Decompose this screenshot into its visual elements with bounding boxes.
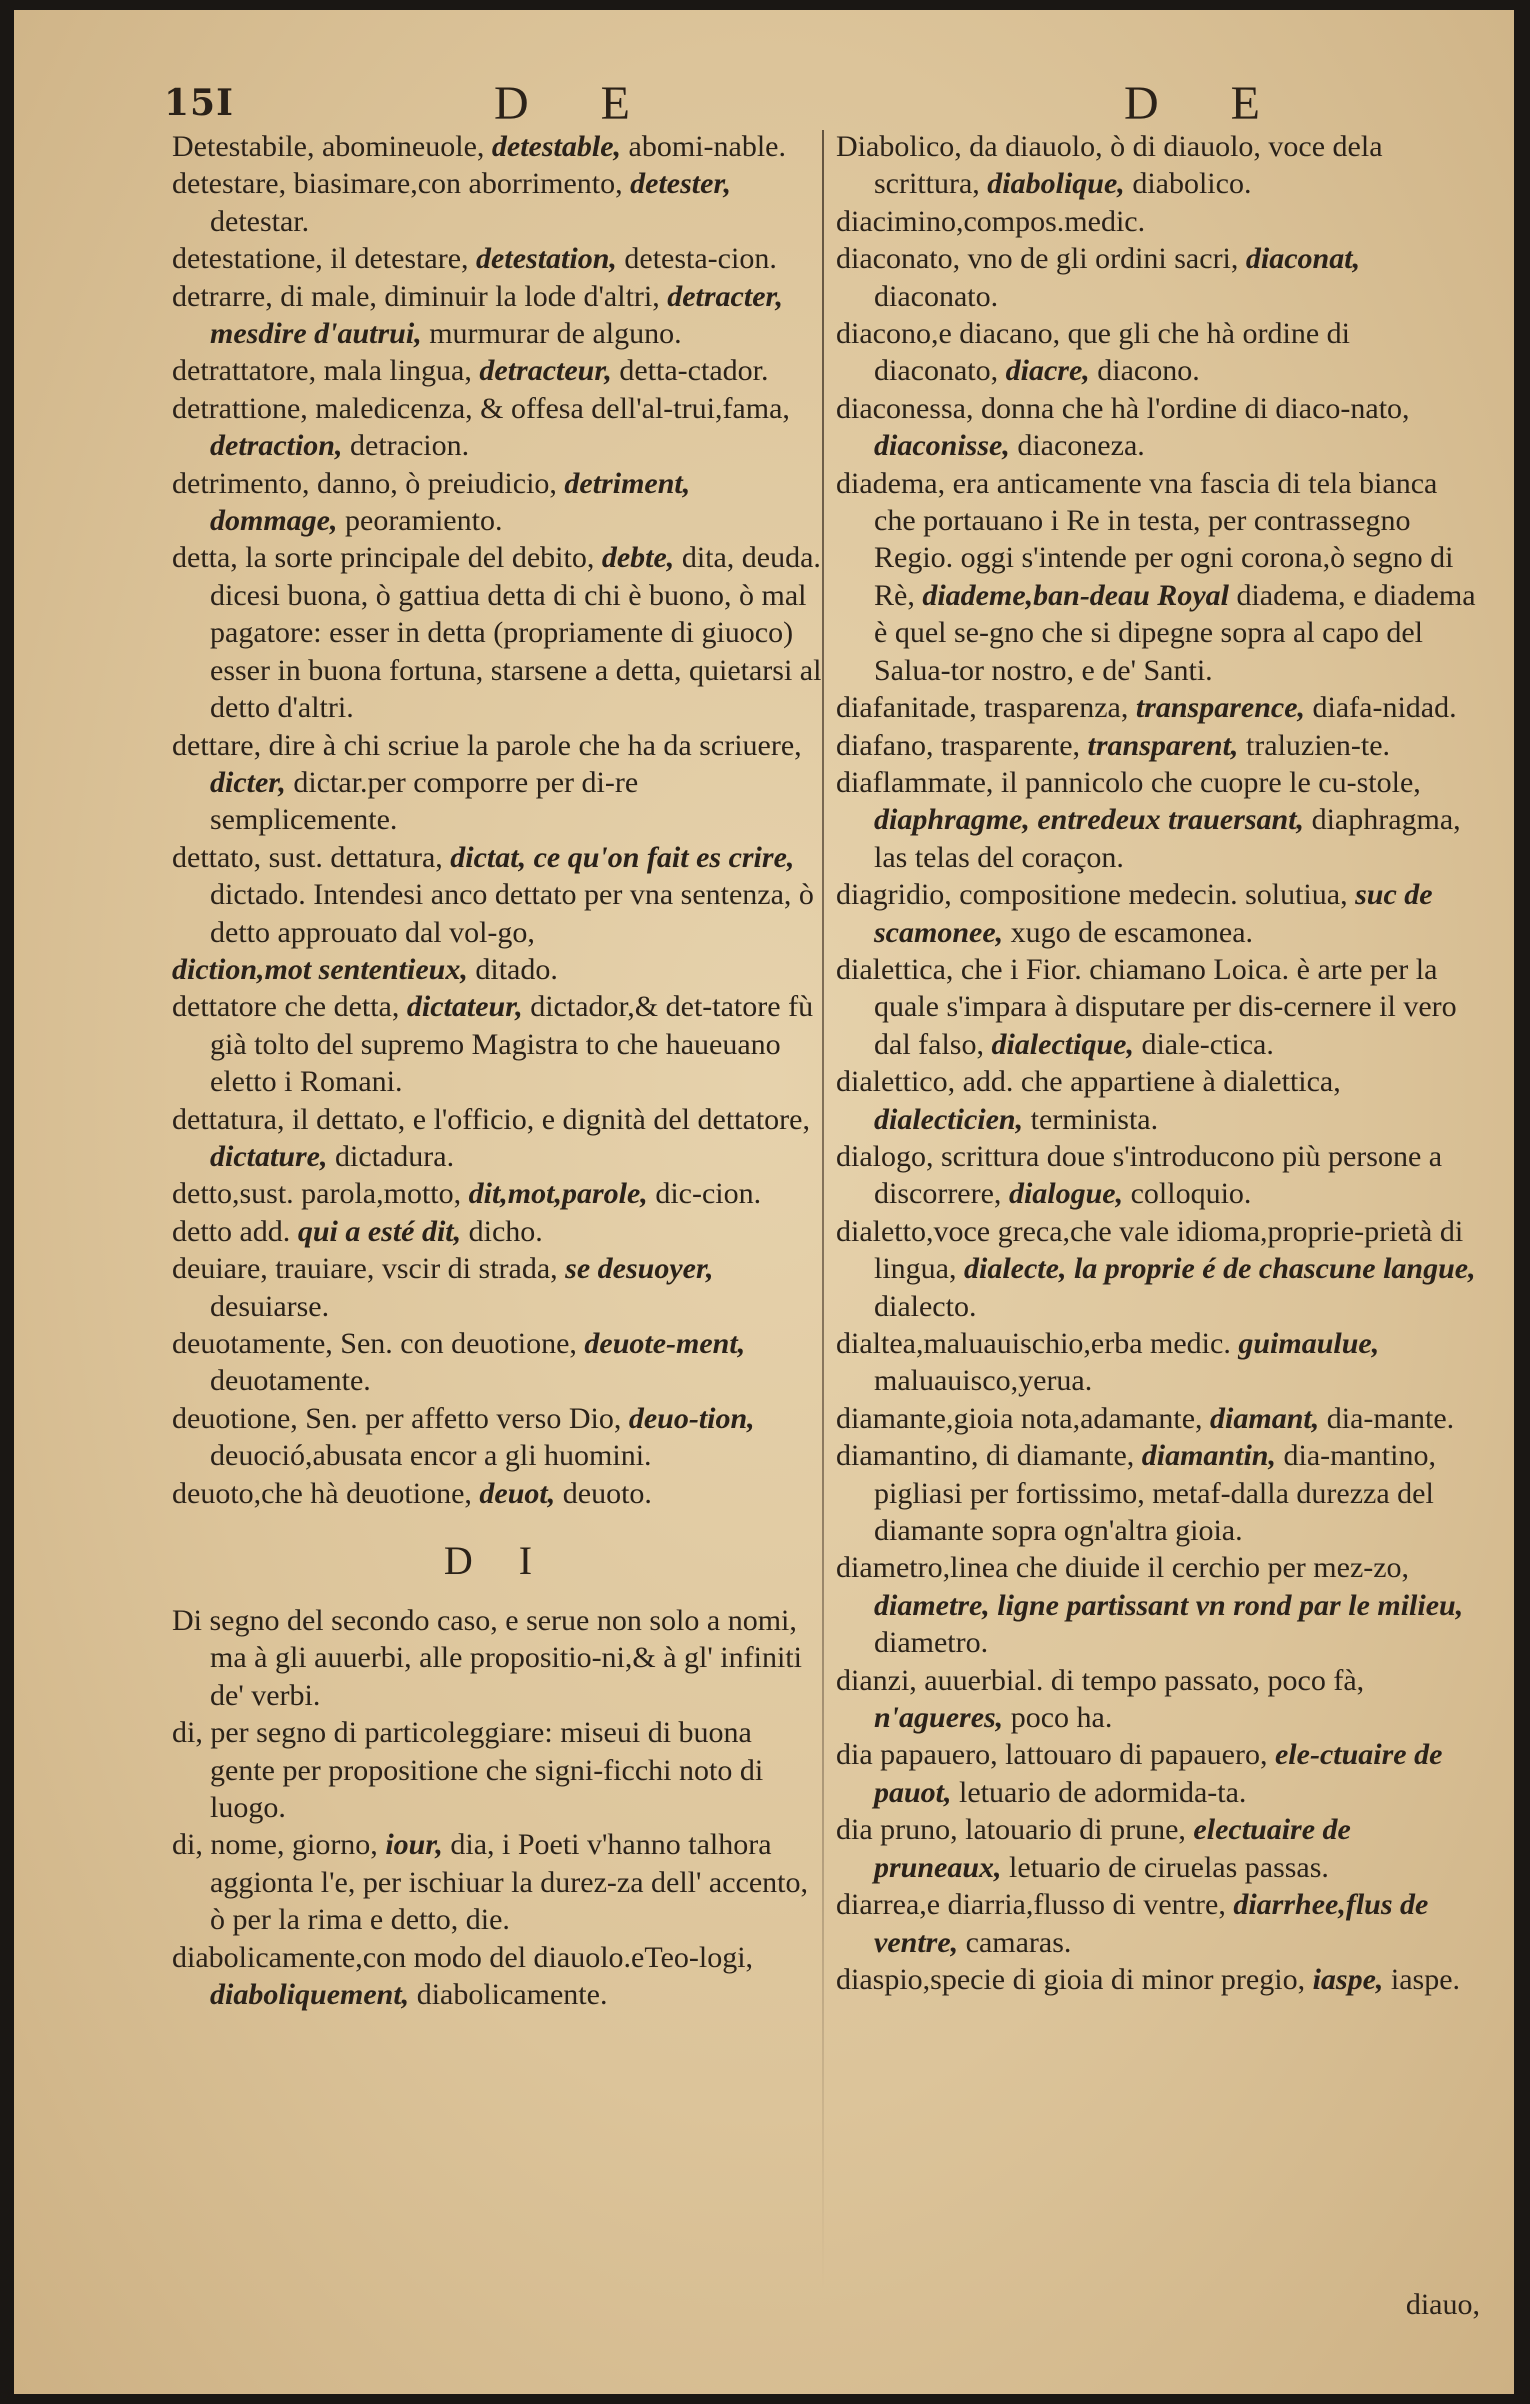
dictionary-entry xyxy=(836,315,1476,390)
entry-french: detestable, xyxy=(491,130,622,163)
dictionary-entry xyxy=(172,165,822,240)
entry-definition: dia-mantino, pigliasi per fortissimo, metaf-dalla durezza del diamante sopra ogn'altra gioia. xyxy=(874,1439,1436,1548)
entry-french: iour, xyxy=(385,1828,443,1862)
entry-french: diaboliquement, xyxy=(210,1978,410,2012)
dictionary-entry xyxy=(172,1939,822,2014)
dictionary-entry xyxy=(172,539,822,726)
entry-headword: deuotione, Sen. per affetto verso Dio, xyxy=(172,1401,622,1435)
entry-french: dicter, xyxy=(210,765,286,799)
entry-definition: dictadura. xyxy=(335,1139,455,1173)
entry-headword: dia papauero, lattouaro di papauero, xyxy=(836,1738,1268,1772)
entry-definition: xugo de escamonea. xyxy=(1010,915,1254,949)
entry-french: diademe,ban-deau Royal xyxy=(922,578,1229,612)
entry-headword: dettare, dire à chi scriue la parole che ha da scriuere, xyxy=(172,728,802,762)
entry-french: se desuoyer, xyxy=(565,1252,714,1286)
entry-definition: diaconeza. xyxy=(1017,429,1145,463)
entry-definition: diabolicamente. xyxy=(416,1978,608,2012)
entry-definition: detestar. xyxy=(210,204,310,238)
entry-definition: dictado. Intendesi anco dettato per vna sentenza, ò detto approuato dal vol-go, xyxy=(210,878,814,949)
dictionary-entry xyxy=(172,1826,822,1938)
dictionary-entry xyxy=(836,1437,1476,1549)
entry-headword: Diabolico, da diauolo, ò di diauolo, voce dela scrittura, xyxy=(836,130,1383,201)
entry-headword: diacono,e diacano, que gli che hà ordine di diaconato, xyxy=(836,317,1350,388)
entry-french: detestation, xyxy=(476,242,617,276)
entry-headword: dianzi, auuerbial. di tempo passato, poco fà, xyxy=(836,1663,1365,1697)
dictionary-entry xyxy=(836,1736,1476,1811)
dictionary-entry xyxy=(836,876,1476,951)
entry-headword: diagridio, compositione medecin. solutiua, xyxy=(836,878,1348,912)
entry-definition: maluauisco,yerua. xyxy=(874,1364,1093,1398)
entry-definition: peoramiento. xyxy=(345,504,503,538)
entry-french: diction,mot sententieux, xyxy=(172,952,468,986)
entry-definition: diafa-nidad. xyxy=(1312,691,1457,725)
entry-headword: detestare, biasimare,con aborrimento, xyxy=(172,167,623,201)
dictionary-entry xyxy=(836,1549,1476,1661)
entry-french: dictateur, xyxy=(406,990,523,1024)
entry-definition: dia-mante. xyxy=(1326,1401,1455,1435)
entry-definition: colloquio. xyxy=(1130,1177,1252,1211)
entry-french: detriment, dommage, xyxy=(210,466,691,538)
entry-definition: diacono. xyxy=(1097,354,1200,388)
entry-headword: diarrea,e diarria,flusso di ventre, xyxy=(836,1888,1226,1922)
dictionary-entry xyxy=(172,727,822,839)
entry-headword: detto,sust. parola,motto, xyxy=(172,1177,462,1211)
entry-headword: deuiare, trauiare, vscir di strada, xyxy=(172,1252,558,1286)
entry-headword: dialtea,maluauischio,erba medic. xyxy=(836,1327,1231,1360)
entry-headword: diaconessa, donna che hà l'ordine di diaco-nato, xyxy=(836,391,1410,425)
entry-french: dit,mot,parole, xyxy=(468,1177,648,1211)
dictionary-entry xyxy=(172,1101,822,1176)
dictionary-entry xyxy=(836,203,1476,240)
entry-french: transparence, xyxy=(1135,691,1306,725)
entry-definition: diale-ctica. xyxy=(1141,1027,1274,1061)
dictionary-entry xyxy=(836,951,1476,1063)
left-entries xyxy=(172,128,822,1512)
entry-definition: terminista. xyxy=(1030,1102,1159,1136)
entry-definition: murmurar de alguno. xyxy=(429,317,682,351)
entry-definition: traluzien-te. xyxy=(1245,728,1391,762)
entry-definition: ditado. xyxy=(475,952,558,986)
entry-headword: diafanitade, trasparenza, xyxy=(836,691,1129,725)
entry-headword: diaconato, vno de gli ordini sacri, xyxy=(836,242,1239,276)
entry-headword: dialettica, che i Fior. chiamano Loica. è arte per la quale s'impara à disputare per dis-cernere il vero dal falso, xyxy=(836,952,1457,1061)
dictionary-entry xyxy=(836,1662,1476,1737)
dictionary-entry xyxy=(172,951,822,988)
dictionary-entry xyxy=(836,1400,1476,1437)
dictionary-entry xyxy=(836,1811,1476,1886)
entry-definition: dic-cion. xyxy=(655,1177,762,1211)
dictionary-entry xyxy=(172,1213,822,1250)
entry-french: detracter, mesdire d'autrui, xyxy=(210,279,784,351)
entry-french: qui a esté dit, xyxy=(297,1214,462,1248)
entry-french: transparent, xyxy=(1087,728,1239,762)
entry-headword: dialogo, scrittura doue s'introducono più persone a discorrere, xyxy=(836,1139,1443,1211)
dictionary-entry xyxy=(172,1325,822,1400)
entry-headword: detta, la sorte principale del debito, xyxy=(172,541,595,575)
dictionary-entry xyxy=(836,1325,1476,1400)
entry-french: detracteur, xyxy=(479,354,612,388)
dictionary-entry xyxy=(172,988,822,1100)
entry-headword: detto add. xyxy=(172,1214,291,1248)
entry-headword: diamantino, di diamante, xyxy=(836,1439,1135,1473)
left-column xyxy=(172,128,822,2014)
entry-french: dictat, ce qu'on fait es crire, xyxy=(450,840,795,874)
dictionary-entry xyxy=(172,278,822,353)
entry-french: deuot, xyxy=(479,1476,556,1510)
dictionary-entry xyxy=(172,465,822,540)
entry-french: diamant, xyxy=(1210,1401,1320,1435)
running-head-right: D E xyxy=(1124,77,1290,130)
entry-headword: deuoto,che hà deuotione, xyxy=(172,1476,472,1510)
dictionary-entry xyxy=(836,128,1476,203)
entry-french: diaconat, xyxy=(1245,242,1361,276)
entry-definition: letuario de adormida-ta. xyxy=(959,1775,1247,1809)
entry-headword: diabolicamente,con modo del diauolo.eTeo-logi, xyxy=(172,1940,754,1974)
entry-definition: iaspe. xyxy=(1390,1962,1461,1996)
entry-headword: dialetto,voce greca,che vale idioma,proprie-prietà di lingua, xyxy=(836,1214,1464,1286)
entry-headword: dettatura, il dettato, e l'officio, e dignità del dettatore, xyxy=(172,1102,810,1136)
entry-headword: detestatione, il detestare, xyxy=(172,242,469,276)
entry-definition: diaconato. xyxy=(874,279,999,313)
entry-definition: diaphragma, las telas del coraçon. xyxy=(874,803,1461,874)
entry-headword: dettatore che detta, xyxy=(172,990,400,1024)
entry-french: dialogue, xyxy=(1008,1177,1124,1211)
entry-french: diamantin, xyxy=(1141,1439,1276,1473)
entry-headword: di, nome, giorno, xyxy=(172,1828,378,1862)
entry-french: ele-ctuaire de pauot, xyxy=(874,1738,1443,1809)
dictionary-entry xyxy=(836,764,1476,876)
dictionary-entry xyxy=(836,1063,1476,1138)
entry-french: detester, xyxy=(630,167,731,201)
entry-definition: diametro. xyxy=(874,1626,989,1660)
entry-definition: desuiarse. xyxy=(210,1289,330,1323)
dictionary-entry xyxy=(836,727,1476,764)
entry-definition: poco ha. xyxy=(1010,1701,1113,1735)
entry-french: dictature, xyxy=(210,1139,328,1173)
entry-headword: dialettico, add. che appartiene à dialettica, xyxy=(836,1065,1341,1099)
entry-headword: diametro,linea che diuide il cerchio per mez-zo, xyxy=(836,1551,1410,1585)
dictionary-entry xyxy=(172,390,822,465)
dictionary-entry xyxy=(172,1175,822,1212)
entry-headword: dia pruno, latouario di prune, xyxy=(836,1813,1186,1847)
entry-headword: diamante,gioia nota,adamante, xyxy=(836,1401,1203,1435)
entry-french: dialecte, la proprie é de chascune langue, xyxy=(964,1252,1476,1286)
page-number: 15I xyxy=(164,82,234,124)
entry-french: detraction, xyxy=(210,429,343,463)
entry-definition: abomi-nable. xyxy=(628,130,786,163)
entry-french: debte, xyxy=(601,541,675,575)
entry-french: dialectique, xyxy=(991,1027,1134,1061)
dictionary-entry xyxy=(172,240,822,277)
entry-headword: detrimento, danno, ò preiudicio, xyxy=(172,466,557,500)
dictionary-entry xyxy=(172,1475,822,1512)
dictionary-entry xyxy=(836,689,1476,726)
dictionary-entry xyxy=(836,465,1476,689)
entry-headword: Detestabile, abomineuole, xyxy=(172,130,485,163)
entry-french: dialecticien, xyxy=(874,1102,1024,1136)
entry-french: diarrhee,flus de ventre, xyxy=(874,1888,1429,1959)
entry-french: diaphragme, entredeux trauersant, xyxy=(874,803,1305,837)
entry-headword: diaspio,specie di gioia di minor pregio, xyxy=(836,1962,1306,1996)
entry-definition: dictador,& det-tatore fù già tolto del supremo Magistra to che haueuano eletto i Romani. xyxy=(210,990,814,1099)
dictionary-entry xyxy=(172,352,822,389)
entry-french: diaconisse, xyxy=(874,429,1010,463)
entry-headword: diafano, trasparente, xyxy=(836,728,1081,762)
entry-headword: deuotamente, Sen. con deuotione, xyxy=(172,1327,577,1360)
dictionary-entry xyxy=(172,1714,822,1826)
entry-definition: deuoció,abusata encor a gli huomini. xyxy=(210,1439,652,1473)
entry-definition: letuario de ciruelas passas. xyxy=(1009,1850,1329,1884)
entry-headword: di, per segno di particoleggiare: miseui di buona gente per propositione che signi-ficchi noto di luogo. xyxy=(172,1716,764,1825)
entry-headword: dettato, sust. dettatura, xyxy=(172,840,443,874)
entry-french: deuo-tion, xyxy=(628,1401,755,1435)
dictionary-entry xyxy=(836,1138,1476,1213)
entry-definition: detesta-cion. xyxy=(624,242,777,276)
entry-headword: detrarre, di male, diminuir la lode d'altri, xyxy=(172,279,660,313)
entry-french: guimaulue, xyxy=(1238,1327,1380,1360)
right-entries xyxy=(836,128,1476,1998)
di-entries xyxy=(172,1602,822,2013)
entry-french: electuaire de pruneaux, xyxy=(874,1813,1351,1884)
entry-definition: dicho. xyxy=(468,1214,543,1248)
dictionary-entry xyxy=(172,839,822,951)
entry-headword: diacimino,compos.medic. xyxy=(836,204,1146,238)
catchword: diauo, xyxy=(1405,2288,1480,2321)
entry-headword: detrattatore, mala lingua, xyxy=(172,354,472,388)
entry-french: diacre, xyxy=(1005,354,1090,388)
entry-definition: deuotamente. xyxy=(210,1364,371,1398)
entry-french: diametre, ligne partissant vn rond par le milieu, xyxy=(874,1588,1464,1622)
dictionary-entry xyxy=(836,1213,1476,1325)
entry-definition: dita, deuda. dicesi buona, ò gattiua detta di chi è buono, ò mal pagatore: esser in detta (propriamente di giuoco) esser in buona fortuna, starsene a detta, quietarsi al detto d'altri. xyxy=(210,541,822,725)
entry-french: deuote-ment, xyxy=(584,1327,746,1360)
entry-definition: deuoto. xyxy=(562,1476,652,1510)
entry-definition: diadema, e diadema è quel se-gno che si dipegne sopra al capo del Salua-tor nostro, e de' Santi. xyxy=(874,578,1476,687)
right-column xyxy=(836,128,1476,1998)
entry-french: suc de scamonee, xyxy=(874,878,1433,949)
entry-headword: diadema, era anticamente vna fascia di tela bianca che portauano i Re in testa, per contrassegno Regio. oggi s'intende per ogni corona,ò segno di Rè, xyxy=(836,466,1454,612)
entry-definition: detracion. xyxy=(350,429,470,463)
entry-definition: detta-ctador. xyxy=(619,354,769,388)
section-heading-di: D I xyxy=(443,1538,551,1584)
dictionary-entry xyxy=(836,1886,1476,1961)
entry-definition: dia, i Poeti v'hanno talhora aggionta l'e, per ischiuar la durez-za dell' accento, ò per la rima e detto, die. xyxy=(210,1828,809,1937)
running-head-left: D E xyxy=(494,77,660,130)
dictionary-entry xyxy=(172,1602,822,1714)
entry-french: diabolique, xyxy=(987,167,1125,201)
entry-french: n'agueres, xyxy=(874,1701,1004,1735)
dictionary-entry xyxy=(836,240,1476,315)
dictionary-entry xyxy=(172,128,822,165)
entry-french: iaspe, xyxy=(1312,1962,1384,1996)
entry-headword: detrattione, maledicenza, & offesa dell'al-trui,fama, xyxy=(172,391,790,425)
dictionary-entry xyxy=(172,1250,822,1325)
entry-definition: dialecto. xyxy=(874,1289,977,1323)
dictionary-entry xyxy=(172,1400,822,1475)
column-divider xyxy=(822,130,824,2290)
entry-headword: diaflammate, il pannicolo che cuopre le cu-stole, xyxy=(836,765,1421,799)
entry-headword: Di segno del secondo caso, e serue non solo a nomi, ma à gli auuerbi, alle propositio-ni,& à gl' infiniti de' verbi. xyxy=(172,1604,802,1712)
entry-definition: camaras. xyxy=(965,1925,1072,1959)
entry-definition: diabolico. xyxy=(1132,167,1252,201)
dictionary-entry xyxy=(836,390,1476,465)
entry-definition: dictar.per comporre per di-re semplicemente. xyxy=(210,765,639,837)
dictionary-page xyxy=(14,10,1514,2394)
dictionary-entry xyxy=(836,1961,1476,1998)
